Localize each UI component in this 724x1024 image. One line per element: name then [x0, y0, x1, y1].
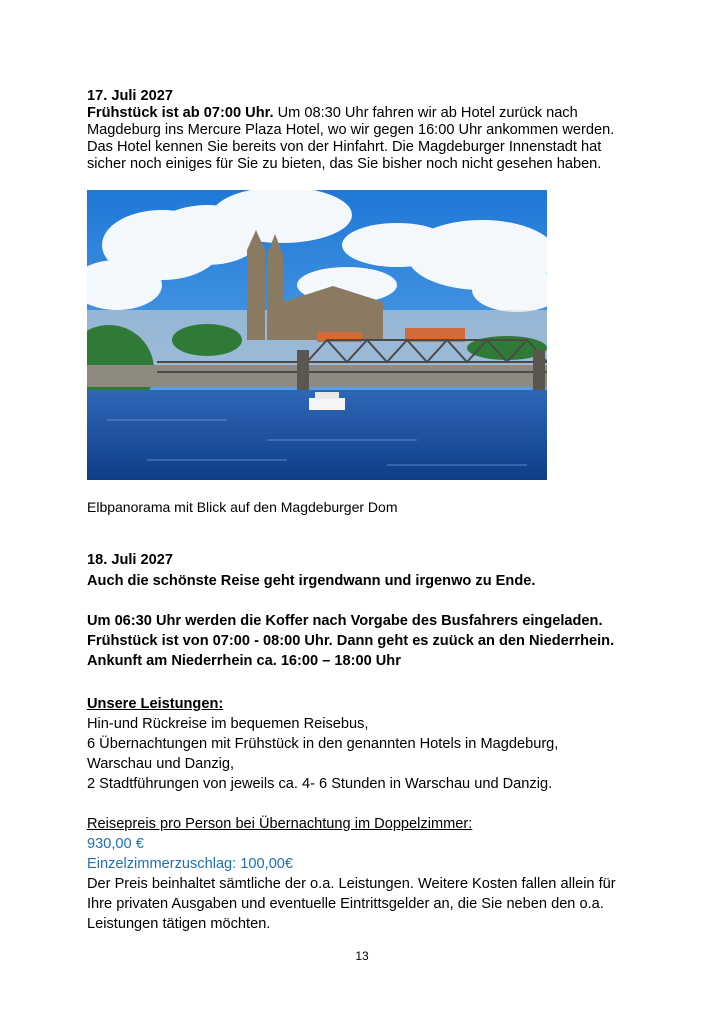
price-amount: 930,00 €: [87, 836, 144, 852]
day2-date: 18. Juli 2027: [87, 552, 174, 568]
services-line4: 2 Stadtführungen von jeweils ca. 4- 6 Stunden in Warschau und Danzig.: [87, 776, 553, 792]
magdeburg-elbe-photo: [87, 190, 547, 480]
day1-line3: Das Hotel kennen Sie bereits von der Hinfahrt. Die Magdeburger Innenstadt hat: [87, 139, 602, 155]
price-line2: Ihre privaten Ausgaben und eventuelle Eintrittsgelder an, die Sie neben den o.a.: [87, 896, 604, 912]
day2-tagline: Auch die schönste Reise geht irgendwann und irgenwo zu Ende.: [87, 573, 536, 589]
services-heading: Unsere Leistungen:: [87, 696, 224, 712]
services-section: [87, 694, 647, 794]
day1-date: 17. Juli 2027: [87, 88, 174, 104]
day2-line2: Frühstück ist von 07:00 - 08:00 Uhr. Dann geht es zuück an den Niederrhein.: [87, 633, 615, 649]
day1-line2: Magdeburg ins Mercure Plaza Hotel, wo wir gegen 16:00 Uhr ankommen werden.: [87, 122, 615, 138]
page-number: 13: [355, 949, 369, 963]
price-section: [87, 814, 647, 934]
day1-section: [87, 88, 647, 173]
day1-line4: sicher noch einiges für Sie zu bieten, das Sie bisher noch nicht gesehen haben.: [87, 156, 602, 172]
price-line1: Der Preis beinhaltet sämtliche der o.a. Leistungen. Weitere Kosten fallen allein für: [87, 876, 616, 892]
day1-line1-rest: Um 08:30 Uhr fahren wir ab Hotel zurück nach: [273, 105, 578, 121]
day2-line1: Um 06:30 Uhr werden die Koffer nach Vorgabe des Busfahrers eingeladen.: [87, 613, 603, 629]
day1-line1: [87, 105, 647, 122]
day1-breakfast-bold: Frühstück ist ab 07:00 Uhr.: [87, 105, 274, 121]
day2-section: [87, 552, 647, 670]
services-line2: 6 Übernachtungen mit Frühstück in den genannten Hotels in Magdeburg,: [87, 736, 559, 752]
single-room-supplement: Einzelzimmerzuschlag: 100,00€: [87, 856, 294, 872]
price-heading: Reisepreis pro Person bei Übernachtung im Doppelzimmer:: [87, 816, 473, 832]
photo-caption: Elbpanorama mit Blick auf den Magdeburger Dom: [87, 499, 398, 515]
services-line1: Hin-und Rückreise im bequemen Reisebus,: [87, 716, 369, 732]
day2-line3: Ankunft am Niederrhein ca. 16:00 – 18:00 Uhr: [87, 653, 401, 669]
services-line3: Warschau und Danzig,: [87, 756, 235, 772]
price-line3: Leistungen tätigen möchten.: [87, 916, 271, 932]
